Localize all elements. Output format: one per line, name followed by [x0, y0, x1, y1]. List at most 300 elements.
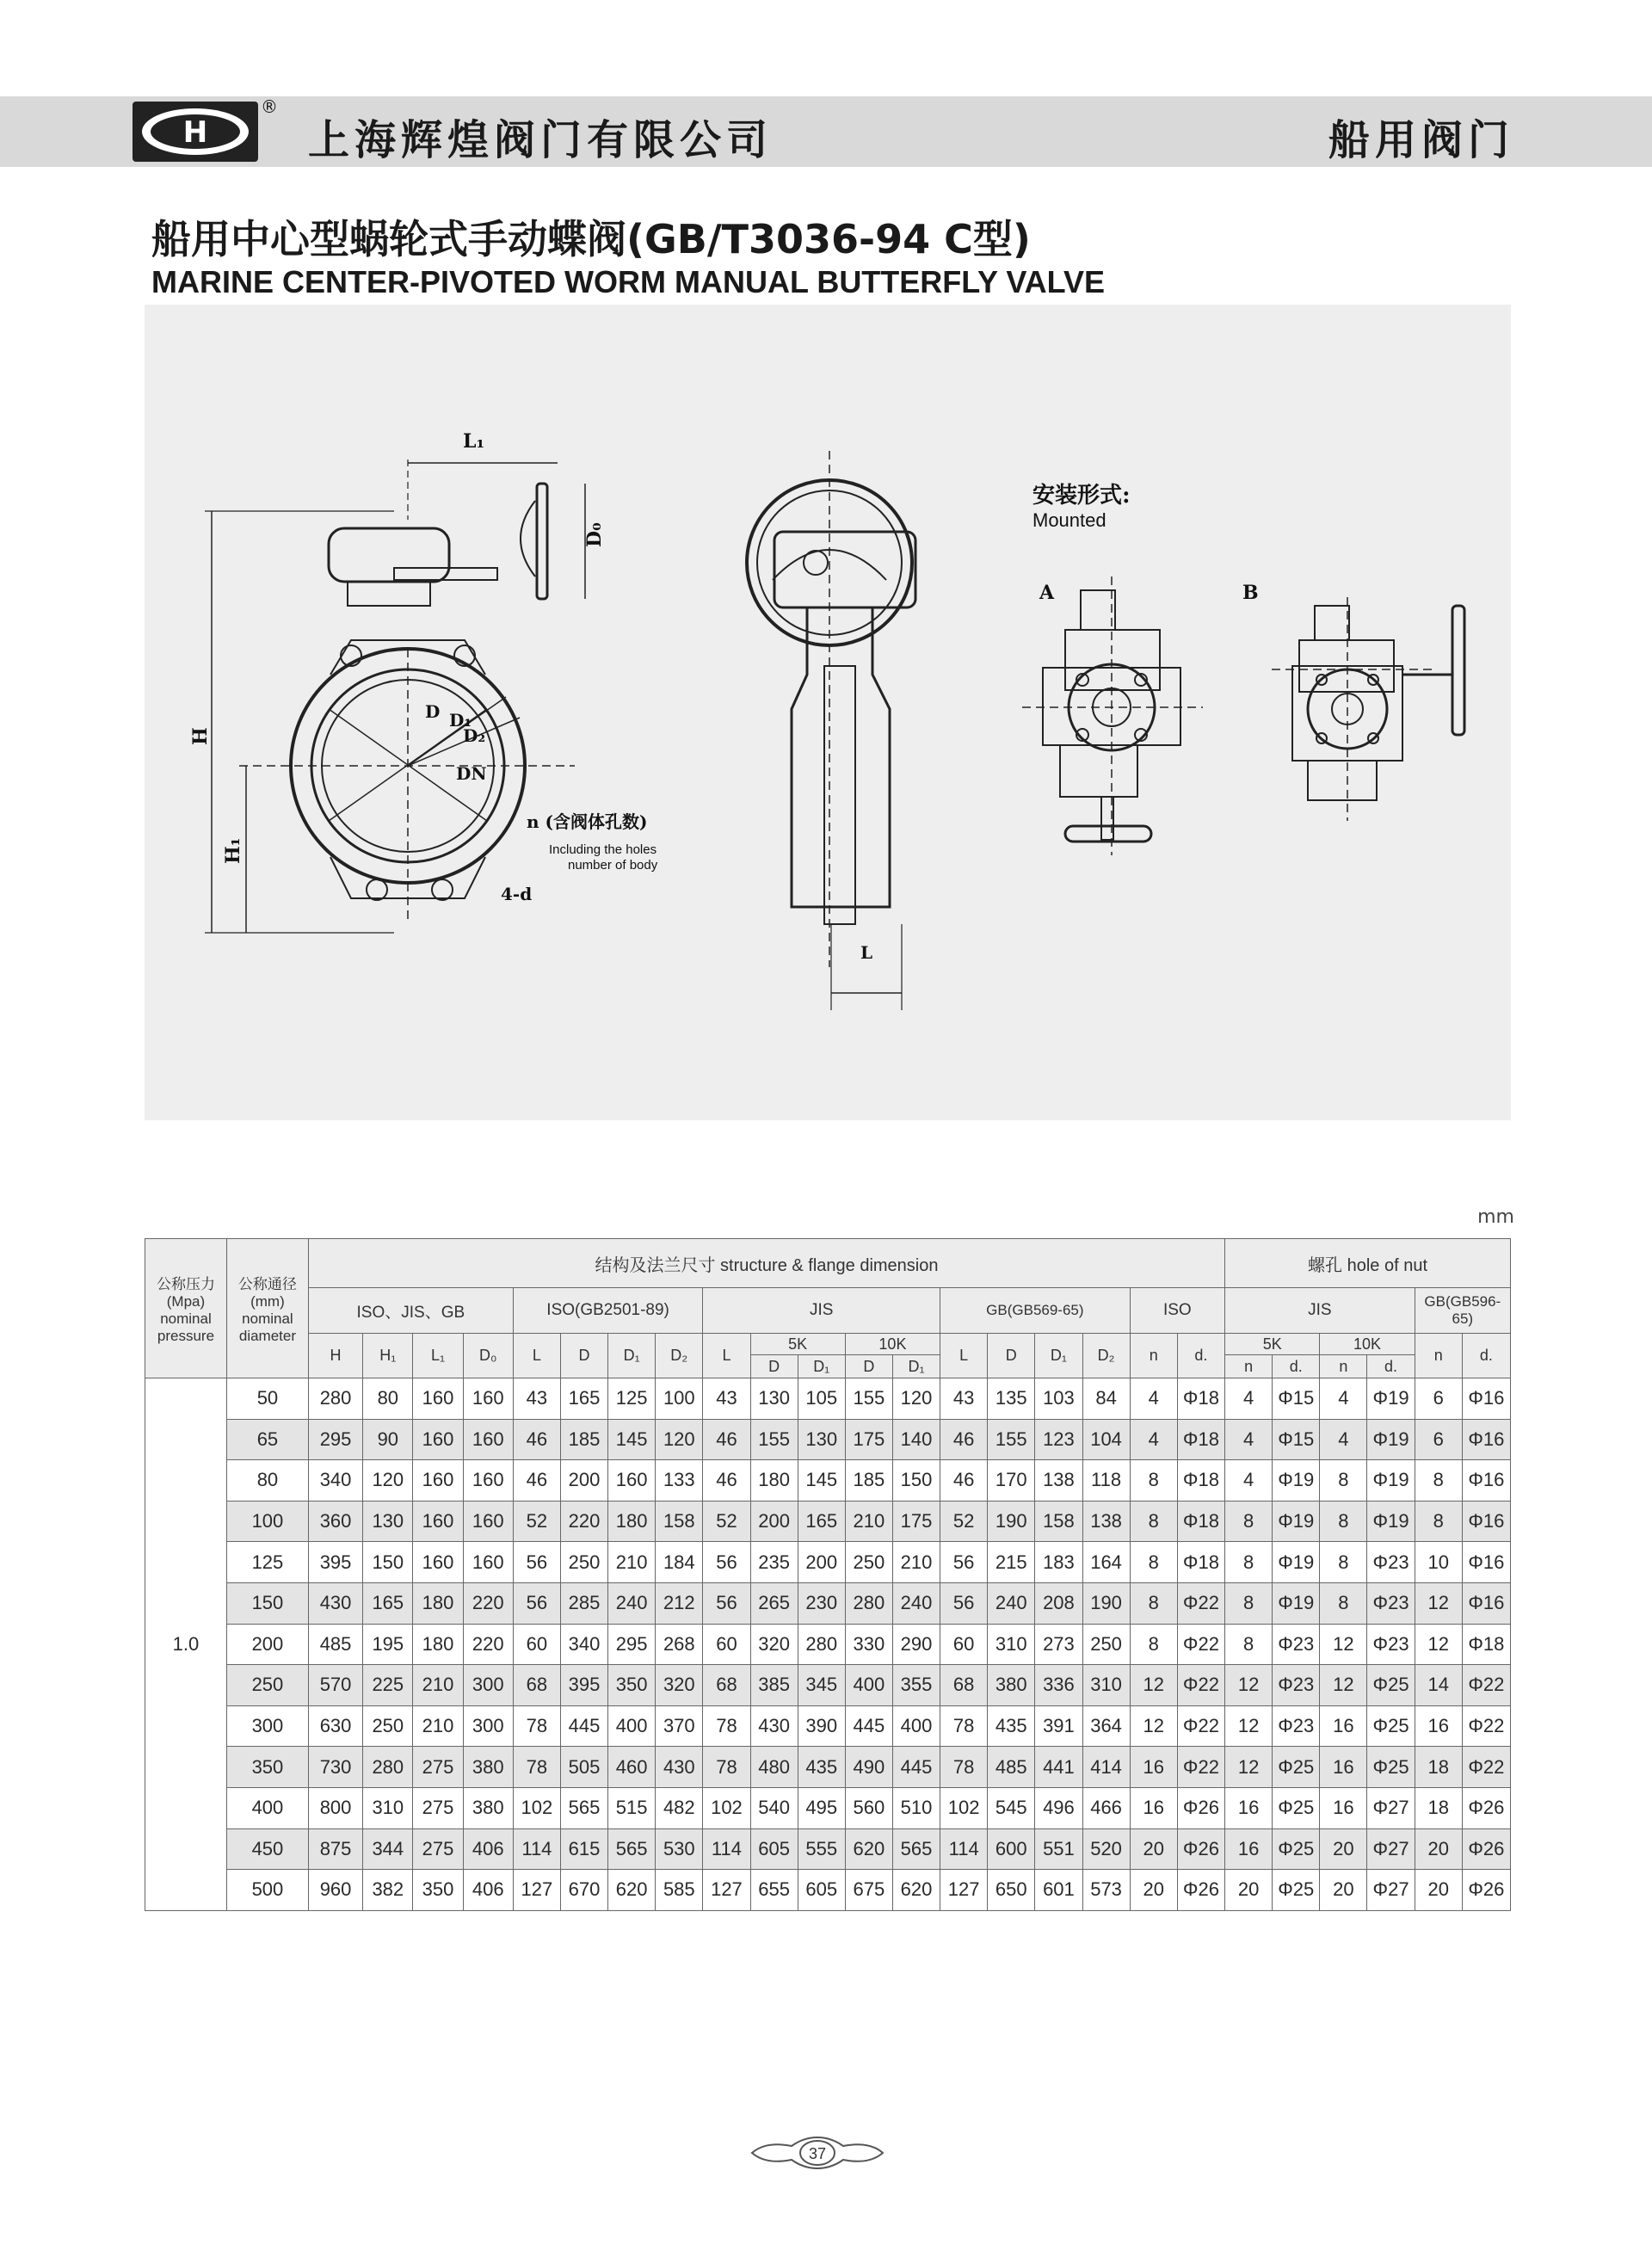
table-cell: 12	[1415, 1582, 1462, 1624]
table-cell: 160	[413, 1378, 463, 1420]
table-cell: 12	[1225, 1705, 1273, 1747]
col-hole-5k-n: n	[1225, 1355, 1273, 1378]
table-cell: 280	[845, 1582, 892, 1624]
table-cell: 68	[513, 1665, 560, 1706]
table-cell: 210	[892, 1542, 940, 1583]
table-cell: 56	[513, 1542, 560, 1583]
diameter-cell: 50	[226, 1378, 308, 1420]
table-cell: 102	[513, 1787, 560, 1828]
table-cell: 650	[988, 1870, 1035, 1911]
table-cell: 268	[656, 1624, 703, 1665]
table-cell: 8	[1130, 1460, 1177, 1502]
table-cell: 150	[363, 1542, 413, 1583]
table-cell: Φ18	[1177, 1378, 1224, 1420]
table-cell: 180	[413, 1624, 463, 1665]
table-cell: 570	[308, 1665, 362, 1706]
side-view	[747, 451, 915, 1010]
table-row	[145, 1582, 1511, 1624]
table-cell: Φ19	[1273, 1460, 1320, 1502]
table-cell: 8	[1225, 1582, 1273, 1624]
table-cell: 573	[1082, 1870, 1130, 1911]
table-cell: 210	[608, 1542, 656, 1583]
table-cell: 280	[798, 1624, 845, 1665]
table-cell: 133	[656, 1460, 703, 1502]
table-cell: 6	[1415, 1419, 1462, 1460]
table-cell: Φ26	[1462, 1787, 1510, 1828]
table-cell: 120	[363, 1460, 413, 1502]
table-cell: 125	[608, 1378, 656, 1420]
table-cell: 320	[656, 1665, 703, 1706]
table-cell: 605	[750, 1828, 798, 1870]
table-cell: 78	[940, 1747, 988, 1788]
table-cell: 78	[940, 1705, 988, 1747]
table-cell: Φ23	[1367, 1624, 1415, 1665]
table-cell: 20	[1130, 1870, 1177, 1911]
table-cell: 138	[1035, 1460, 1082, 1502]
table-cell: 135	[988, 1378, 1035, 1420]
table-cell: Φ16	[1462, 1582, 1510, 1624]
table-cell: 60	[940, 1624, 988, 1665]
table-cell: Φ25	[1273, 1828, 1320, 1870]
table-cell: 730	[308, 1747, 362, 1788]
front-view	[205, 459, 585, 933]
table-row	[145, 1870, 1511, 1911]
page-title-en: MARINE CENTER-PIVOTED WORM MANUAL BUTTERFLY VALVE	[151, 264, 1106, 299]
table-cell: 406	[463, 1870, 513, 1911]
table-cell: 340	[308, 1460, 362, 1502]
table-cell: Φ23	[1273, 1665, 1320, 1706]
table-cell: 130	[750, 1378, 798, 1420]
dim-label-d: D	[425, 701, 441, 722]
table-cell: 8	[1130, 1542, 1177, 1583]
table-cell: 280	[308, 1378, 362, 1420]
table-cell: 300	[463, 1705, 513, 1747]
table-cell: 150	[892, 1460, 940, 1502]
table-cell: Φ18	[1177, 1460, 1224, 1502]
table-cell: 190	[1082, 1582, 1130, 1624]
table-cell: 56	[940, 1542, 988, 1583]
table-cell: 285	[560, 1582, 607, 1624]
table-row	[145, 1501, 1511, 1542]
table-cell: 145	[798, 1460, 845, 1502]
table-cell: 330	[845, 1624, 892, 1665]
diameter-cell: 500	[226, 1870, 308, 1911]
table-cell: 496	[1035, 1787, 1082, 1828]
table-cell: 655	[750, 1870, 798, 1911]
table-cell: 485	[308, 1624, 362, 1665]
table-cell: 102	[703, 1787, 750, 1828]
table-cell: 565	[560, 1787, 607, 1828]
table-cell: 240	[988, 1582, 1035, 1624]
dim-label-n-en2: number of body	[568, 858, 658, 873]
table-cell: 960	[308, 1870, 362, 1911]
dim-label-d1: D₁	[449, 710, 472, 731]
col-iso-l: L	[513, 1334, 560, 1378]
diameter-cell: 200	[226, 1624, 308, 1665]
table-cell: 158	[656, 1501, 703, 1542]
table-cell: 52	[703, 1501, 750, 1542]
table-cell: 414	[1082, 1747, 1130, 1788]
table-cell: Φ23	[1367, 1582, 1415, 1624]
table-cell: 391	[1035, 1705, 1082, 1747]
header-nominal-pressure: 公称压力 (Mpa) nominal pressure	[145, 1239, 227, 1378]
table-cell: 145	[608, 1419, 656, 1460]
table-cell: 4	[1130, 1378, 1177, 1420]
table-cell: 20	[1225, 1870, 1273, 1911]
col-gb-l: L	[940, 1334, 988, 1378]
table-cell: 300	[463, 1665, 513, 1706]
table-cell: 310	[363, 1787, 413, 1828]
col-iso-d1: D₁	[608, 1334, 656, 1378]
table-cell: Φ22	[1177, 1624, 1224, 1665]
header-holes: 螺孔 hole of nut	[1225, 1239, 1511, 1288]
table-cell: 16	[1225, 1828, 1273, 1870]
table-cell: 68	[940, 1665, 988, 1706]
table-cell: Φ22	[1462, 1747, 1510, 1788]
header-nominal-diameter: 公称通径 (mm) nominal diameter	[226, 1239, 308, 1378]
mount-a-view	[1022, 577, 1203, 855]
table-cell: 210	[413, 1705, 463, 1747]
table-cell: 8	[1130, 1582, 1177, 1624]
dim-label-h1: H₁	[222, 837, 244, 864]
table-cell: 12	[1320, 1665, 1367, 1706]
table-cell: Φ27	[1367, 1870, 1415, 1911]
table-cell: Φ19	[1367, 1378, 1415, 1420]
table-cell: 155	[988, 1419, 1035, 1460]
table-cell: 160	[463, 1542, 513, 1583]
table-cell: 275	[413, 1828, 463, 1870]
table-cell: 8	[1415, 1501, 1462, 1542]
table-cell: 560	[845, 1787, 892, 1828]
mount-b-label: B	[1242, 582, 1259, 604]
table-cell: 445	[845, 1705, 892, 1747]
diameter-cell: 100	[226, 1501, 308, 1542]
col-jis-l: L	[703, 1334, 750, 1378]
table-cell: 8	[1130, 1624, 1177, 1665]
table-cell: 515	[608, 1787, 656, 1828]
table-cell: 8	[1320, 1582, 1367, 1624]
table-cell: 670	[560, 1870, 607, 1911]
col-hole-gb-n: n	[1415, 1334, 1462, 1378]
table-cell: 12	[1320, 1624, 1367, 1665]
table-cell: Φ22	[1177, 1665, 1224, 1706]
table-cell: 185	[560, 1419, 607, 1460]
table-cell: 445	[560, 1705, 607, 1747]
table-cell: 20	[1320, 1870, 1367, 1911]
table-cell: 551	[1035, 1828, 1082, 1870]
table-cell: Φ25	[1367, 1705, 1415, 1747]
diameter-cell: 400	[226, 1787, 308, 1828]
table-cell: 630	[308, 1705, 362, 1747]
table-cell: 310	[988, 1624, 1035, 1665]
table-cell: 56	[703, 1542, 750, 1583]
table-cell: 8	[1130, 1501, 1177, 1542]
table-cell: 120	[656, 1419, 703, 1460]
table-cell: 16	[1320, 1705, 1367, 1747]
table-cell: Φ16	[1462, 1542, 1510, 1583]
col-hole-10k-n: n	[1320, 1355, 1367, 1378]
table-cell: 164	[1082, 1542, 1130, 1583]
table-cell: Φ19	[1273, 1501, 1320, 1542]
table-cell: Φ18	[1177, 1501, 1224, 1542]
mount-label-cn: 安装形式:	[1032, 483, 1131, 509]
table-cell: 295	[608, 1624, 656, 1665]
col-jis5k-d: D	[750, 1355, 798, 1378]
table-cell: 190	[988, 1501, 1035, 1542]
table-cell: 355	[892, 1665, 940, 1706]
table-cell: 675	[845, 1870, 892, 1911]
table-cell: Φ26	[1177, 1870, 1224, 1911]
group-gb569: GB(GB569-65)	[940, 1288, 1131, 1334]
table-cell: 380	[463, 1787, 513, 1828]
table-cell: 165	[798, 1501, 845, 1542]
table-cell: 8	[1320, 1460, 1367, 1502]
diameter-cell: 80	[226, 1460, 308, 1502]
table-cell: 466	[1082, 1787, 1130, 1828]
table-cell: 78	[703, 1747, 750, 1788]
table-cell: 364	[1082, 1705, 1130, 1747]
table-cell: Φ26	[1462, 1828, 1510, 1870]
table-cell: 400	[845, 1665, 892, 1706]
table-cell: 400	[892, 1705, 940, 1747]
table-cell: 275	[413, 1747, 463, 1788]
table-cell: 220	[463, 1624, 513, 1665]
table-cell: 118	[1082, 1460, 1130, 1502]
table-cell: 104	[1082, 1419, 1130, 1460]
table-cell: 114	[703, 1828, 750, 1870]
table-cell: 485	[988, 1747, 1035, 1788]
table-row	[145, 1419, 1511, 1460]
table-cell: 10	[1415, 1542, 1462, 1583]
table-cell: 430	[750, 1705, 798, 1747]
table-cell: 12	[1225, 1665, 1273, 1706]
col-h: H	[308, 1334, 362, 1378]
table-cell: 158	[1035, 1501, 1082, 1542]
table-cell: Φ26	[1462, 1870, 1510, 1911]
table-row	[145, 1828, 1511, 1870]
table-cell: 600	[988, 1828, 1035, 1870]
table-cell: 460	[608, 1747, 656, 1788]
table-cell: 555	[798, 1828, 845, 1870]
table-cell: 441	[1035, 1747, 1082, 1788]
table-cell: 235	[750, 1542, 798, 1583]
table-cell: 250	[560, 1542, 607, 1583]
table-cell: 140	[892, 1419, 940, 1460]
table-cell: Φ25	[1273, 1747, 1320, 1788]
table-cell: 175	[845, 1419, 892, 1460]
col-d0: D₀	[463, 1334, 513, 1378]
header-structure: 结构及法兰尺寸 structure & flange dimension	[308, 1239, 1224, 1288]
table-cell: 4	[1225, 1460, 1273, 1502]
table-cell: 160	[463, 1378, 513, 1420]
table-cell: 225	[363, 1665, 413, 1706]
table-cell: 585	[656, 1870, 703, 1911]
dim-label-n: n (含阀体孔数)	[527, 811, 648, 832]
table-cell: 230	[798, 1582, 845, 1624]
table-cell: 68	[703, 1665, 750, 1706]
group-hole-iso: ISO	[1130, 1288, 1224, 1334]
table-cell: 295	[308, 1419, 362, 1460]
table-cell: Φ19	[1367, 1460, 1415, 1502]
table-cell: 12	[1130, 1705, 1177, 1747]
spec-table-body	[145, 1378, 1511, 1911]
col-jis-5k: 5K	[750, 1334, 845, 1355]
table-cell: 320	[750, 1624, 798, 1665]
table-cell: 8	[1415, 1460, 1462, 1502]
table-cell: 46	[513, 1419, 560, 1460]
table-cell: 275	[413, 1787, 463, 1828]
category-label: 船用阀门	[1328, 116, 1514, 164]
table-cell: 200	[750, 1501, 798, 1542]
table-cell: 52	[513, 1501, 560, 1542]
table-cell: 8	[1225, 1501, 1273, 1542]
table-cell: 185	[845, 1460, 892, 1502]
table-cell: 90	[363, 1419, 413, 1460]
table-cell: 16	[1320, 1747, 1367, 1788]
table-cell: 160	[413, 1501, 463, 1542]
mount-b-view	[1272, 597, 1464, 821]
table-cell: 20	[1415, 1828, 1462, 1870]
table-cell: 18	[1415, 1787, 1462, 1828]
table-cell: 220	[560, 1501, 607, 1542]
table-cell: 165	[560, 1378, 607, 1420]
table-cell: 180	[750, 1460, 798, 1502]
table-cell: 8	[1225, 1624, 1273, 1665]
table-cell: 4	[1320, 1419, 1367, 1460]
table-cell: 78	[513, 1705, 560, 1747]
col-gb-d1: D₁	[1035, 1334, 1082, 1378]
table-cell: 250	[845, 1542, 892, 1583]
table-cell: 4	[1225, 1419, 1273, 1460]
table-cell: 78	[513, 1747, 560, 1788]
table-cell: 56	[513, 1582, 560, 1624]
table-cell: 155	[845, 1378, 892, 1420]
col-l1: L₁	[413, 1334, 463, 1378]
table-cell: 395	[308, 1542, 362, 1583]
table-cell: Φ25	[1367, 1747, 1415, 1788]
table-row	[145, 1542, 1511, 1583]
table-cell: 350	[413, 1870, 463, 1911]
page-number-ornament	[749, 2132, 886, 2174]
table-cell: Φ26	[1177, 1828, 1224, 1870]
table-row	[145, 1378, 1511, 1420]
table-cell: 180	[608, 1501, 656, 1542]
table-cell: Φ25	[1273, 1870, 1320, 1911]
dim-label-d0: D₀	[583, 522, 606, 547]
col-gb-d2: D₂	[1082, 1334, 1130, 1378]
table-cell: 78	[703, 1705, 750, 1747]
table-cell: 565	[892, 1828, 940, 1870]
table-cell: 395	[560, 1665, 607, 1706]
pressure-cell: 1.0	[145, 1378, 227, 1911]
group-hole-gb596: GB(GB596-65)	[1415, 1288, 1510, 1334]
diameter-cell: 65	[226, 1419, 308, 1460]
table-cell: 127	[513, 1870, 560, 1911]
table-cell: 545	[988, 1787, 1035, 1828]
col-hole-gb-d: d.	[1462, 1334, 1510, 1378]
table-cell: Φ19	[1273, 1542, 1320, 1583]
table-cell: 46	[513, 1460, 560, 1502]
table-row	[145, 1787, 1511, 1828]
table-cell: 100	[656, 1378, 703, 1420]
table-cell: 183	[1035, 1542, 1082, 1583]
table-cell: Φ25	[1273, 1787, 1320, 1828]
col-h1: H₁	[363, 1334, 413, 1378]
table-cell: 482	[656, 1787, 703, 1828]
table-cell: 240	[892, 1582, 940, 1624]
col-iso-d: D	[560, 1334, 607, 1378]
table-cell: 170	[988, 1460, 1035, 1502]
mount-a-label: A	[1039, 582, 1055, 604]
table-cell: 160	[463, 1460, 513, 1502]
table-cell: 601	[1035, 1870, 1082, 1911]
table-cell: 406	[463, 1828, 513, 1870]
table-cell: 620	[892, 1870, 940, 1911]
col-hole-5k-d: d.	[1273, 1355, 1320, 1378]
col-jis5k-d1: D₁	[798, 1355, 845, 1378]
table-cell: Φ19	[1273, 1582, 1320, 1624]
table-cell: 495	[798, 1787, 845, 1828]
table-cell: 46	[940, 1419, 988, 1460]
logo-letter: H	[182, 115, 208, 150]
dim-label-n-en1: Including the holes	[549, 842, 657, 857]
table-cell: 390	[798, 1705, 845, 1747]
table-cell: 160	[413, 1419, 463, 1460]
diameter-cell: 150	[226, 1582, 308, 1624]
table-cell: Φ23	[1367, 1542, 1415, 1583]
table-cell: 605	[798, 1870, 845, 1911]
table-cell: 215	[988, 1542, 1035, 1583]
table-cell: 52	[940, 1501, 988, 1542]
table-cell: Φ27	[1367, 1828, 1415, 1870]
table-row	[145, 1665, 1511, 1706]
table-cell: Φ22	[1462, 1665, 1510, 1706]
table-cell: 165	[363, 1582, 413, 1624]
table-cell: 155	[750, 1419, 798, 1460]
table-cell: 505	[560, 1747, 607, 1788]
table-cell: 8	[1320, 1501, 1367, 1542]
table-cell: 138	[1082, 1501, 1130, 1542]
table-cell: 212	[656, 1582, 703, 1624]
table-row	[145, 1460, 1511, 1502]
table-cell: Φ18	[1177, 1419, 1224, 1460]
table-cell: 520	[1082, 1828, 1130, 1870]
table-cell: 620	[608, 1870, 656, 1911]
table-cell: 84	[1082, 1378, 1130, 1420]
table-row	[145, 1624, 1511, 1665]
mount-label-en: Mounted	[1032, 509, 1106, 531]
table-cell: Φ22	[1462, 1705, 1510, 1747]
table-cell: 16	[1130, 1747, 1177, 1788]
table-cell: 250	[1082, 1624, 1130, 1665]
col-hole-jis-10k: 10K	[1320, 1334, 1415, 1355]
company-logo	[131, 100, 260, 163]
group-iso-gb2501: ISO(GB2501-89)	[513, 1288, 703, 1334]
dim-label-d2: D₂	[463, 725, 486, 746]
table-cell: 16	[1130, 1787, 1177, 1828]
table-cell: 340	[560, 1624, 607, 1665]
table-cell: Φ18	[1177, 1542, 1224, 1583]
table-cell: 385	[750, 1665, 798, 1706]
table-cell: 60	[513, 1624, 560, 1665]
table-cell: 435	[988, 1705, 1035, 1747]
table-cell: 195	[363, 1624, 413, 1665]
table-cell: 445	[892, 1747, 940, 1788]
table-cell: 8	[1225, 1542, 1273, 1583]
table-cell: 12	[1225, 1747, 1273, 1788]
table-cell: 16	[1320, 1787, 1367, 1828]
diameter-cell: 300	[226, 1705, 308, 1747]
